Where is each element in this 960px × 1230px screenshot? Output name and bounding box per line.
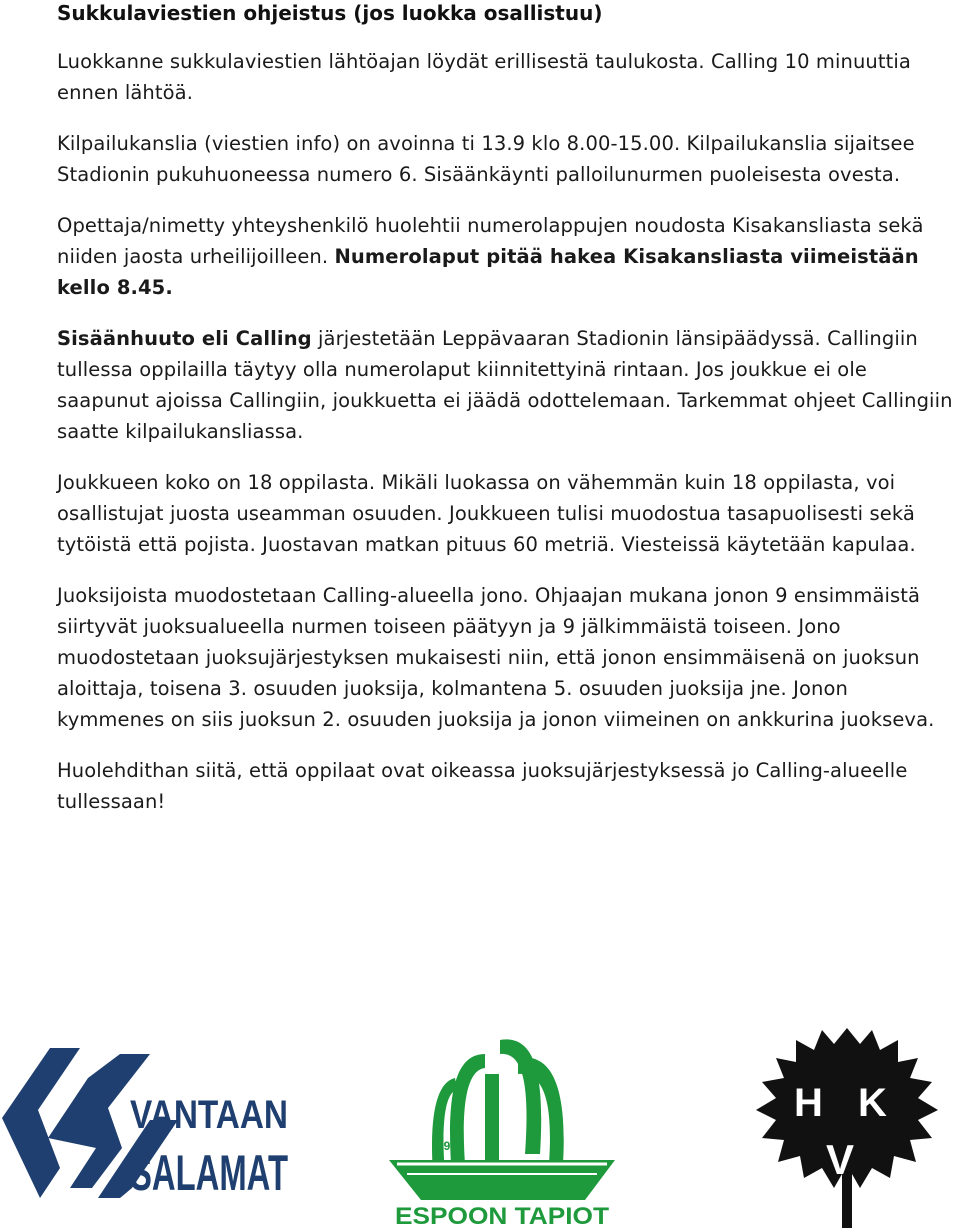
paragraph-number-tags [57,210,957,303]
paragraph-team-size: Joukkueen koko on 18 oppilasta. Mikäli luokassa on vähemmän kuin 18 oppilasta, voi osallistujat juosta useamman osuuden. Joukkueen tulisi muodostua tasapuolisesti sekä tytöistä että pojista. Juostavan matkan pituus 60 metriä. Viesteissä käytetään kapulaa. [57,471,916,556]
hkv-logo-letter-k: K [858,1081,887,1125]
espoon-tapiot-logo [385,1034,620,1230]
sponsor-logos [0,1020,960,1230]
hkv-leaf-logo [752,1024,942,1230]
vantaan-salamat-logo [0,1048,300,1201]
document-title: Sukkulaviestien ohjeistus (jos luokka osallistuu) [57,1,603,25]
paragraph-office-hours: Kilpailukanslia (viestien info) on avoinna ti 13.9 klo 8.00-15.00. Kilpailukanslia sijaitsee Stadionin pukuhuoneessa numero 6. Sisäänkäynti palloilunurmen puoleisesta ovesta. [57,132,915,186]
vantaan-logo-line1: VANTAAN [130,1093,288,1137]
tapiot-logo-year: 1965 [437,1139,464,1153]
document-body [57,0,957,817]
paragraph-start-time: Luokkanne sukkulaviestien lähtöajan löydät erillisestä taulukosta. Calling 10 minuuttia ennen lähtöä. [57,50,911,104]
tapiot-logo-name: ESPOON TAPIOT [395,1203,610,1230]
paragraph-number-tags-text: Opettaja/nimetty yhteyshenkilö huolehtii numerolappujen noudosta Kisakansliasta sekä niiden jaosta urheilijoilleen. [57,214,924,268]
hkv-logo-letter-h: H [794,1081,823,1125]
paragraph-calling-text: järjestetään Leppävaaran Stadionin länsipäädyssä. Callingiin tullessa oppilailla täytyy olla numerolaput kiinnitettyinä rintaan. Jos joukkue ei ole saapunut ajoissa Callingiin, joukkuetta ei jäädä odottelemaan. Tarkemmat ohjeet Callingiin saatte kilpailukansliassa. [57,327,953,443]
paragraph-calling [57,323,957,447]
paragraph-closing-note: Huolehdithan siitä, että oppilaat ovat oikeassa juoksujärjestyksessä jo Calling-alueelle tullessaan! [57,759,908,813]
calling-heading: Sisäänhuuto eli Calling [57,327,312,350]
hkv-logo-letter-v: V [826,1136,855,1183]
number-tags-deadline: Numerolaput pitää hakea Kisakansliasta viimeistään kello 8.45. [57,245,919,299]
paragraph-running-order: Juoksijoista muodostetaan Calling-alueella jono. Ohjaajan mukana jonon 9 ensimmäistä siirtyvät juoksualueella nurmen toiseen päätyyn ja 9 jälkimmäistä toiseen. Jono muodostetaan juoksujärjestyksen mukaisesti niin, että jonon ensimmäisenä on juoksun aloittaja, toisena 3. osuuden juoksija, kolmantena 5. osuuden juoksija jne. Jonon kymmenes on siis juoksun 2. osuuden juoksija ja jonon viimeinen on ankkurina juokseva. [57,584,935,731]
vantaan-logo-line2: SALAMAT [130,1145,288,1201]
